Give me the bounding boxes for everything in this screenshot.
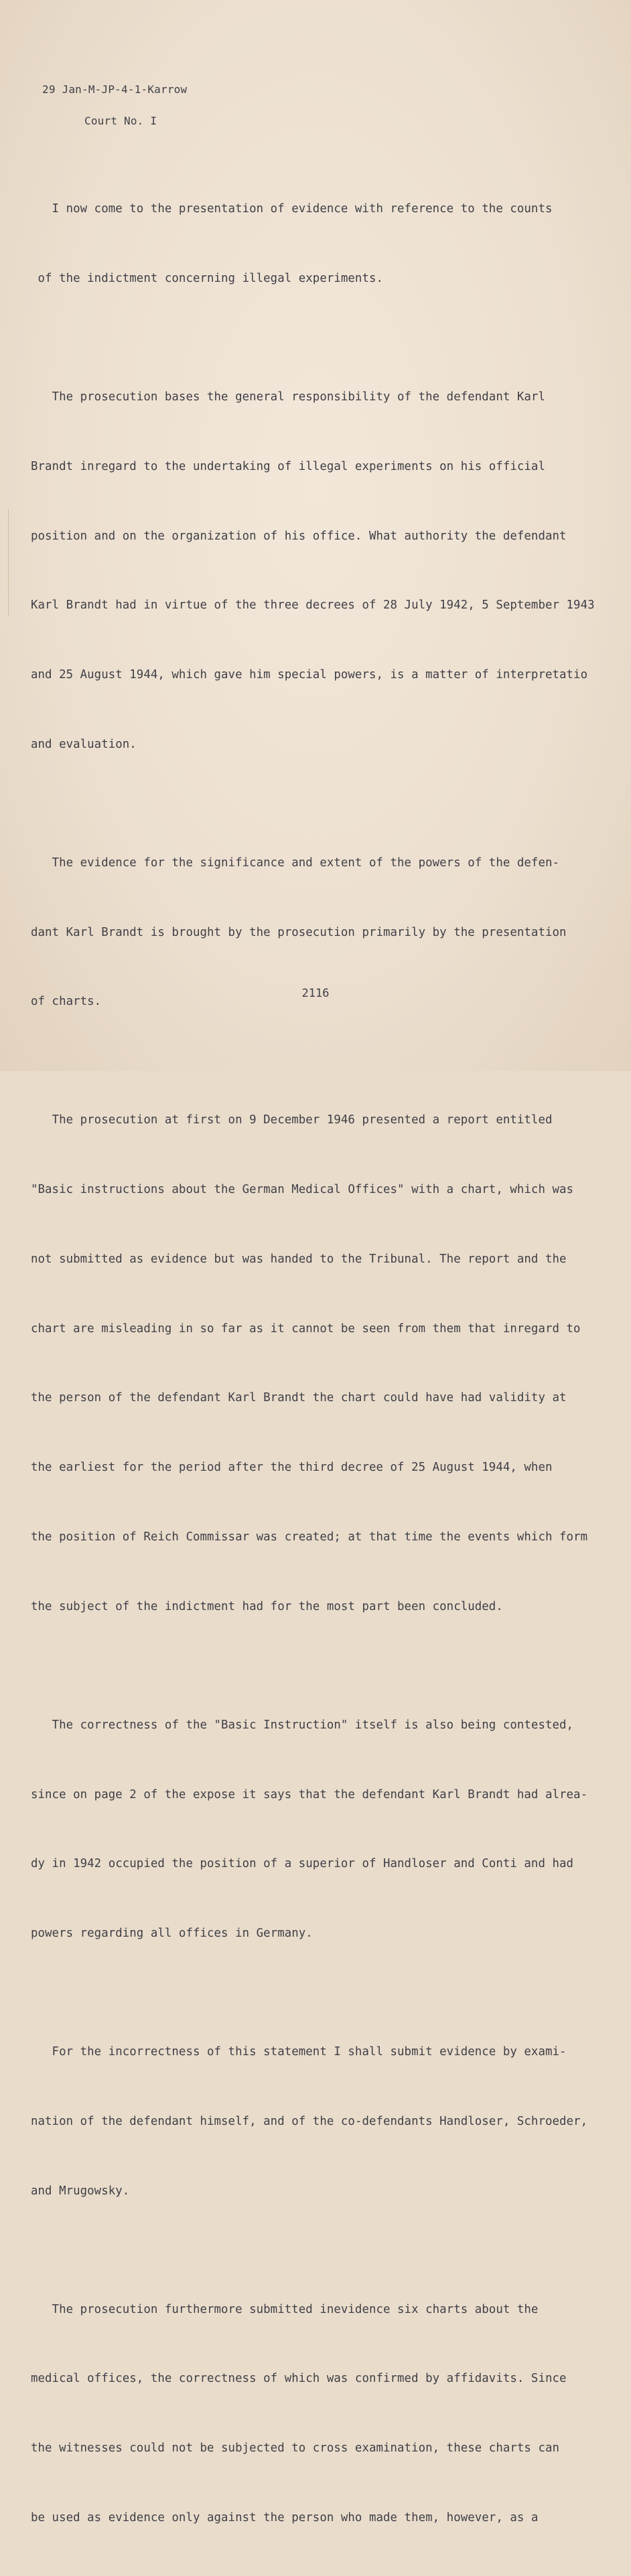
body-line: since on page 2 of the expose it says that the defendant Karl Brandt had alrea- (31, 1787, 588, 1801)
body-line: the position of Reich Commissar was created; at that time the events which form (31, 1530, 588, 1544)
document-body (31, 151, 604, 2576)
body-line: position and on the organization of his office. What authority the defendant (31, 529, 567, 543)
body-line: medical offices, the correctness of which was confirmed by affidavits. Since (31, 2372, 567, 2386)
body-line: and 25 August 1944, which gave him special powers, is a matter of interpretatio (31, 668, 588, 682)
body-line: dy in 1942 occupied the position of a superior of Handloser and Conti and had (31, 1857, 574, 1871)
body-line: Brandt inregard to the undertaking of illegal experiments on his official (31, 459, 545, 473)
body-line: and Mrugowsky. (31, 2184, 130, 2198)
body-line: The correctness of the "Basic Instruction" itself is also being contested, (31, 1718, 574, 1732)
body-line: the witnesses could not be subjected to cross examination, these charts can (31, 2441, 560, 2456)
body-line: powers regarding all offices in Germany. (31, 1927, 313, 1941)
margin-mark (8, 509, 9, 616)
body-line: Karl Brandt had in virtue of the three decrees of 28 July 1942, 5 September 1943 (31, 598, 595, 613)
body-line: dant Karl Brandt is brought by the prosecution primarily by the presentation (31, 925, 567, 939)
body-line: For the incorrectness of this statement I shall submit evidence by exami- (31, 2045, 567, 2059)
body-line: of the indictment concerning illegal experiments. (31, 271, 384, 285)
body-line: not submitted as evidence but was handed to the Tribunal. The report and the (31, 1252, 567, 1266)
body-line: "Basic instructions about the German Medical Offices" with a chart, which was (31, 1183, 574, 1197)
body-line: of charts. (31, 995, 102, 1009)
body-line: The prosecution bases the general responsibility of the defendant Karl (31, 390, 545, 404)
body-line: be used as evidence only against the person who made them, however, as a (31, 2510, 539, 2524)
body-line: The evidence for the significance and extent of the powers of the defen- (31, 856, 560, 870)
body-line: and evaluation. (31, 737, 137, 751)
body-line: the person of the defendant Karl Brandt the chart could have had validity at (31, 1391, 567, 1405)
document-reference: 29 Jan-M-JP-4-1-Karrow (42, 83, 188, 96)
body-line: the earliest for the period after the third decree of 25 August 1944, when (31, 1461, 553, 1475)
body-line: I now come to the presentation of evidence with reference to the counts (31, 202, 553, 216)
body-line: The prosecution at first on 9 December 1946 presented a report entitled (31, 1113, 553, 1127)
body-line: nation of the defendant himself, and of the co-defendants Handloser, Schroeder, (31, 2114, 588, 2128)
body-line: chart are misleading in so far as it cannot be seen from them that inregard to (31, 1321, 581, 1336)
page-number: 2116 (301, 987, 330, 1000)
body-line: the subject of the indictment had for the most part been concluded. (31, 1599, 503, 1613)
body-line: The prosecution furthermore submitted inevidence six charts about the (31, 2302, 539, 2316)
court-label: Court No. I (84, 114, 157, 127)
